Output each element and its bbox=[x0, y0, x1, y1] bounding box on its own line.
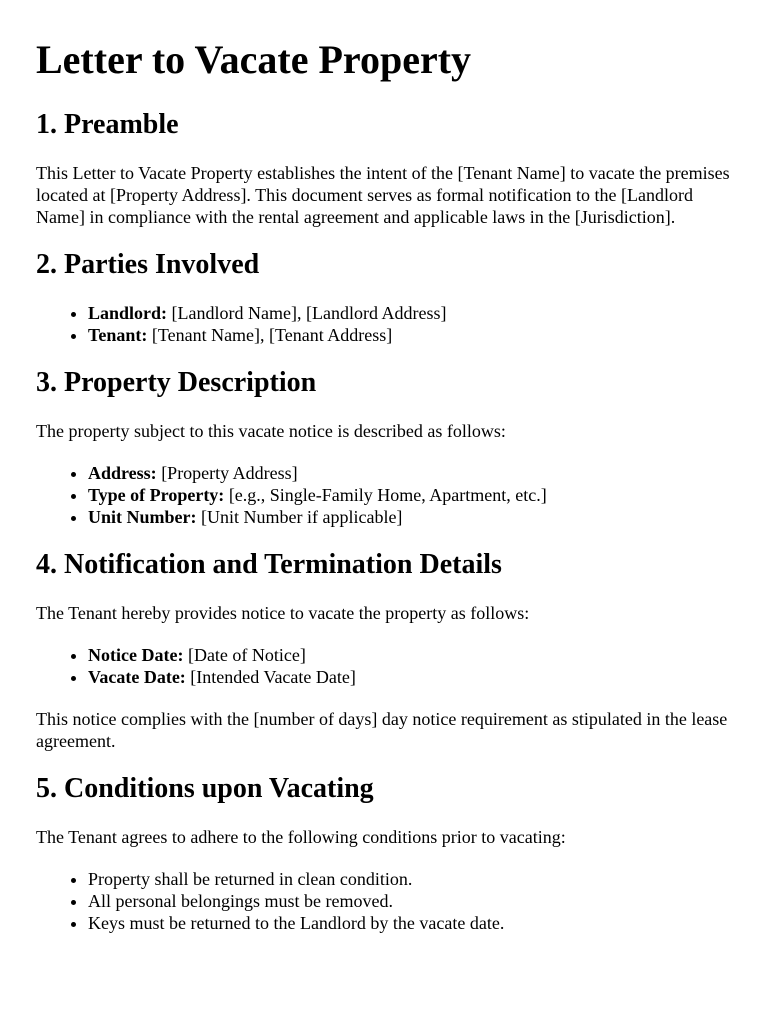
document-title: Letter to Vacate Property bbox=[36, 37, 472, 82]
section-preamble bbox=[36, 108, 734, 228]
list-item bbox=[88, 644, 734, 666]
section-heading: 4. Notification and Termination Details bbox=[36, 549, 502, 580]
list-item: • Property shall be returned in clean condition. bbox=[88, 868, 734, 890]
item-value: [Landlord Name], [Landlord Address] bbox=[167, 303, 447, 323]
list-item bbox=[88, 302, 734, 324]
compliance-text: This notice complies with the [number of days] day notice requirement as stipulated in the lease agreement. bbox=[36, 709, 728, 751]
list-item bbox=[88, 484, 734, 506]
conditions-intro: The Tenant agrees to adhere to the following conditions prior to vacating: bbox=[36, 827, 566, 847]
item-value: [Date of Notice] bbox=[183, 645, 306, 665]
section-notification bbox=[36, 548, 734, 752]
section-property bbox=[36, 366, 734, 528]
section-heading: 1. Preamble bbox=[36, 109, 179, 140]
notification-list bbox=[36, 644, 734, 688]
property-intro: The property subject to this vacate notice is described as follows: bbox=[36, 421, 506, 441]
list-item: • All personal belongings must be removed. bbox=[88, 890, 734, 912]
item-label: Vacate Date: bbox=[88, 667, 186, 687]
item-value: [Property Address] bbox=[156, 463, 298, 483]
section-heading: 5. Conditions upon Vacating bbox=[36, 773, 374, 804]
list-item bbox=[88, 324, 734, 346]
conditions-list bbox=[36, 868, 734, 934]
list-item bbox=[88, 506, 734, 528]
item-label: Notice Date: bbox=[88, 645, 184, 665]
item-value: [Unit Number if applicable] bbox=[196, 507, 403, 527]
item-label: Landlord: bbox=[88, 303, 168, 323]
list-item: • Keys must be returned to the Landlord by the vacate date. bbox=[88, 912, 734, 934]
list-item bbox=[88, 462, 734, 484]
item-label: Address: bbox=[88, 463, 157, 483]
parties-list bbox=[36, 302, 734, 346]
item-label: Tenant: bbox=[88, 325, 148, 345]
notification-intro: The Tenant hereby provides notice to vacate the property as follows: bbox=[36, 603, 530, 623]
preamble-text: This Letter to Vacate Property establishes the intent of the [Tenant Name] to vacate the premises located at [Property Address]. This document serves as formal notification to the [Landlord Name] in compliance with the rental agreement and applicable laws in the [Jurisdiction]. bbox=[36, 163, 730, 227]
item-label: Type of Property: bbox=[88, 485, 225, 505]
item-value: [Intended Vacate Date] bbox=[185, 667, 356, 687]
section-conditions bbox=[36, 772, 734, 934]
list-item bbox=[88, 666, 734, 688]
item-label: Unit Number: bbox=[88, 507, 197, 527]
section-heading: 3. Property Description bbox=[36, 367, 317, 398]
item-value: [e.g., Single-Family Home, Apartment, etc.] bbox=[224, 485, 547, 505]
section-heading: 2. Parties Involved bbox=[36, 249, 260, 280]
property-list bbox=[36, 462, 734, 528]
section-parties bbox=[36, 248, 734, 346]
item-value: [Tenant Name], [Tenant Address] bbox=[147, 325, 393, 345]
